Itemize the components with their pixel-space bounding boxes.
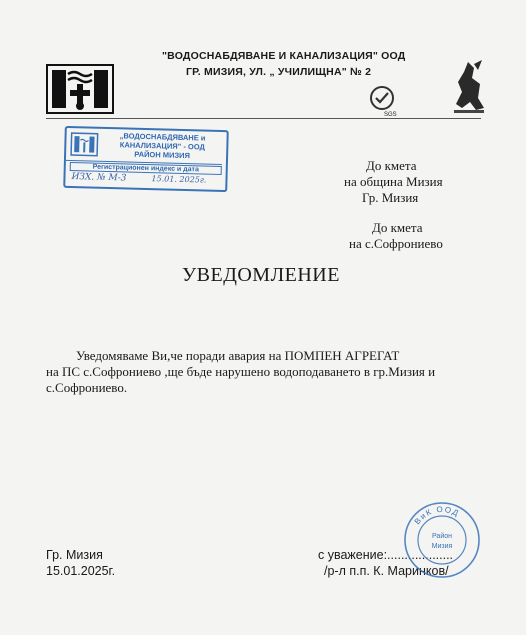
company-address: ГР. МИЗИЯ, УЛ. „ УЧИЛИЩНА" № 2 [186, 66, 372, 78]
stamp-org-name [102, 131, 223, 161]
recipient1-line1: До кмета [366, 158, 417, 173]
stamp-org-line3: РАЙОН МИЗИЯ [134, 149, 191, 161]
stamp-date: 15.01. 2025г. [151, 174, 207, 185]
round-stamp-center-line2: Мизия [431, 543, 453, 550]
document-title: УВЕДОМЛЕНИЕ [182, 264, 340, 286]
round-stamp-center-line1: Район [432, 533, 452, 540]
stamp-caption: Регистрационен индекс и дата [70, 162, 222, 175]
round-stamp [402, 500, 482, 580]
recipient1-line3: Гр. Мизия [362, 190, 419, 205]
footer-place: Гр. Мизия [46, 548, 103, 562]
registration-stamp [63, 126, 229, 192]
stamp-index: ИЗХ. № М-3 [71, 172, 127, 184]
company-logo [46, 64, 114, 114]
round-stamp-top-text: ВиК ООД [412, 504, 462, 527]
stamp-logo-icon [70, 132, 99, 157]
body-line1: Уведомяваме Ви,че поради авария на ПОМПЕН АГРЕГАТ [76, 348, 400, 363]
header-divider [46, 118, 481, 119]
stamp-org-line2: КАНАЛИЗАЦИЯ" - ООД [119, 140, 205, 152]
recipient2-line2: на с.Софрониево [349, 236, 443, 251]
footer-regards: с уважение:................... [318, 548, 454, 562]
lion-emblem-icon [448, 58, 490, 116]
footer-signatory: /р-л п.п. К. Маринков/ [324, 564, 449, 578]
stamp-org-line1: „ВОДОСНАБДЯВАНЕ и [119, 131, 206, 143]
certification-label: SGS [384, 112, 397, 118]
body-line2: на ПС с.Софрониево ,ще бъде нарушено водоподаването в гр.Мизия и [46, 364, 436, 379]
recipient2-line1: До кмета [372, 220, 423, 235]
company-name: "ВОДОСНАБДЯВАНЕ И КАНАЛИЗАЦИЯ" ООД [162, 50, 406, 62]
recipient1-line2: на община Мизия [344, 174, 443, 189]
footer-date: 15.01.2025г. [46, 564, 116, 578]
body-line3: с.Софрониево. [46, 380, 128, 395]
